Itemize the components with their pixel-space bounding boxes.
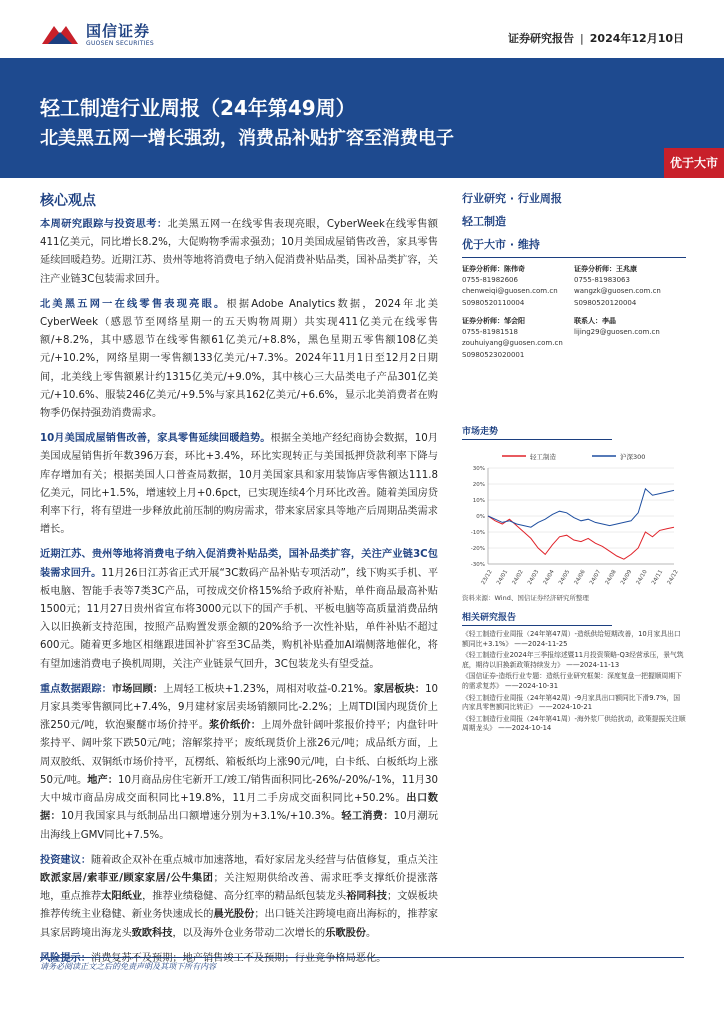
para-head: 北美黑五网一在线零售表现亮眼。 bbox=[40, 298, 227, 310]
para-head: 10月美国成屋销售改善，家具零售延续回暖趋势。 bbox=[40, 433, 271, 445]
analyst-role: 证券分析师： bbox=[574, 265, 616, 273]
sub-head: 浆价纸价： bbox=[209, 720, 262, 732]
y-tick-label: 0% bbox=[476, 514, 485, 520]
related-report-item[interactable]: 《轻工制造行业2024年三季报综述暨11月投资策略-Q3经营承压，景气筑底，期待以旧换新政策持续发力》 ——2024-11-13 bbox=[462, 651, 684, 669]
para-head: 投资建议： bbox=[40, 854, 92, 866]
x-tick-label: 23/12 bbox=[480, 569, 494, 586]
paragraph-blackfriday bbox=[40, 296, 438, 423]
stock-name: 致欧科技 bbox=[131, 927, 173, 939]
stock-name: 太阳纸业 bbox=[101, 891, 143, 903]
y-tick-label: -30% bbox=[470, 562, 485, 568]
paragraph-us-housing bbox=[40, 430, 438, 539]
market-trend-title: 市场走势 bbox=[462, 424, 612, 440]
para-body: 根据全美地产经纪商协会数据，10月美国成屋销售折年数396万套，环比+3.4%，环比实现转正与美国抵押贷款利率下降与库存增加有关；根据美国人口普查局数据，10月美国家具和家用装饰店零售额达111.8亿美元，同比+1.5%，增速较上月+0.6pct，已实现连续4个月环比改善。随着美国房贷利率下行，将有望进一步释放此前压制的购房需求，带来家居家具等地产后周期品类需求增长。 bbox=[40, 433, 438, 536]
para-body: ，以及海外仓业务带动二次增长的 bbox=[172, 927, 326, 939]
logo-chinese-name: 国信证券 bbox=[86, 22, 151, 40]
rating-tag: 优于大市 bbox=[664, 148, 724, 178]
para-body: 10月商品房住宅新开工/竣工/销售面积同比-26%/-20%/-1%，11月30大中城市商品房成交面积同比+19.8%，11月二手房成交面积同比+50.2%。 bbox=[40, 774, 438, 805]
analyst-cert: S0980520120004 bbox=[574, 298, 637, 307]
report-subtitle: 北美黑五网一增长强劲，消费品补贴扩容至消费电子 bbox=[40, 128, 454, 149]
meta-separator: | bbox=[580, 32, 584, 45]
analyst-phone: 0755-81982606 bbox=[462, 276, 518, 285]
stock-name: 裕同科技 bbox=[346, 891, 388, 903]
x-tick-label: 24/07 bbox=[589, 569, 603, 586]
para-body: 消费复苏不及预期；地产销售竣工不及预期；行业竞争格局恶化。 bbox=[90, 952, 387, 964]
analyst-block bbox=[462, 264, 686, 374]
y-tick-label: 10% bbox=[472, 498, 485, 504]
para-body: ，推荐业绩稳健、高分红率的精品纸包装龙头 bbox=[142, 891, 347, 903]
contact-role: 联系人： bbox=[574, 317, 602, 325]
analyst-email[interactable]: chenweiqi@guosen.com.cn bbox=[462, 287, 558, 296]
sub-head: 地产： bbox=[87, 774, 118, 786]
report-date: 2024年12月10日 bbox=[589, 32, 684, 45]
company-logo bbox=[40, 20, 210, 52]
paragraph-data-tracking bbox=[40, 681, 438, 845]
analyst-role: 证券分析师： bbox=[462, 265, 504, 273]
page-header bbox=[0, 0, 724, 58]
para-body: ；出口链关注跨境电商出海标的，推荐家具家居跨境出海龙头 bbox=[40, 909, 439, 939]
y-tick-label: 20% bbox=[472, 482, 485, 488]
para-head: 重点数据跟踪： bbox=[40, 683, 112, 695]
legend-label: 沪深300 bbox=[620, 453, 646, 461]
analyst-name: 陈伟奇 bbox=[504, 265, 525, 273]
para-head: 近期江苏、贵州等地将消费电子纳入促消费补贴品类，国补品类扩容，关注产业链3C包装需求回升。 bbox=[40, 549, 438, 579]
contact-card bbox=[574, 316, 684, 338]
para-body: 10月我国家具与纸制品出口额增速分别为+3.1%/+10.3%。 bbox=[60, 811, 342, 823]
analyst-email[interactable]: wangzk@guosen.com.cn bbox=[574, 287, 661, 296]
report-title: 轻工制造行业周报（24年第49周） bbox=[40, 96, 356, 120]
para-body: 上周轻工板块+1.23%，周相对收益-0.21%。 bbox=[163, 683, 374, 695]
analyst-phone: 0755-81983063 bbox=[574, 276, 630, 285]
logo-english-name: GUOSEN SECURITIES bbox=[86, 40, 155, 47]
para-body: 11月26日江苏省正式开展“3C数码产品补贴专项活动”，线下购买手机、平板电脑、智能手表等7类3C产品，可按成交价格15%给予政府补贴，单件商品最高补贴1500元；11月27日贵州省宣布将3000元以下的国产手机、平板电脑等高质量消费品纳入以旧换新支持范围，按照产品购置发票金额的20%给予一次性补贴，单件补贴不超过600元。随着更多地区相继跟进国补扩容至3C品类，购机补贴叠加AI端侧落地催化，将有望加速消费电子换机周期，关注产业链景气回升，3C包装龙头有望受益。 bbox=[40, 567, 439, 670]
x-tick-label: 24/09 bbox=[620, 569, 634, 586]
para-body: 随着政企双补在重点城市加速落地，看好家居龙头经营与估值修复，重点关注 bbox=[91, 854, 438, 866]
stock-names: 欧派家居/索菲亚/顾家家居/公牛集团 bbox=[40, 872, 214, 884]
related-report-item[interactable]: 《轻工制造行业周报（24年第47周）-造纸供给短期改善，10月家具出口额同比+3.1%》 ——2024-11-25 bbox=[462, 630, 681, 648]
para-body: ；文娱板块推荐传统主业稳健、新业务快速成长的 bbox=[40, 891, 439, 921]
x-tick-label: 24/10 bbox=[635, 569, 649, 586]
related-reports-title: 相关研究报告 bbox=[462, 610, 612, 626]
x-tick-label: 24/06 bbox=[573, 569, 587, 586]
related-report-item[interactable]: 《轻工制造行业周报（24年第41周）-海外浆厂供给扰动，政策提振关注顺周期龙头》 ——2024-10-14 bbox=[462, 714, 686, 733]
paragraph-investment-advice bbox=[40, 852, 438, 943]
x-tick-label: 24/04 bbox=[542, 569, 556, 586]
report-type: 证券研究报告 bbox=[508, 32, 575, 45]
para-body: ；关注短期供给改善、需求旺季支撑纸价提涨落地，重点推荐 bbox=[40, 872, 438, 903]
y-tick-label: -20% bbox=[470, 546, 485, 552]
sub-head: 市场回顾： bbox=[111, 683, 164, 695]
x-tick-label: 24/02 bbox=[511, 569, 525, 586]
x-tick-label: 24/05 bbox=[558, 569, 572, 586]
analyst-cert: S0980523020001 bbox=[462, 350, 525, 359]
rating-status: 优于大市 · 维持 bbox=[462, 238, 540, 251]
para-head: 风险提示： bbox=[40, 952, 91, 964]
para-head: 本周研究跟踪与投资思考： bbox=[40, 219, 168, 230]
report-category: 行业研究 · 行业周报 bbox=[462, 192, 562, 205]
para-body: 北美黑五网一在线零售表现亮眼，CyberWeek在线零售额411亿美元，同比增长8.2%，大促购物季需求强劲；10月美国成屋销售改善，家具零售延续回暖趋势。近期江苏、贵州等地将消费电子纳入促消费补贴品类，国补品类扩容，关注产业链3C包装需求回升。 bbox=[40, 219, 438, 285]
sub-head: 出口数据： bbox=[40, 793, 438, 823]
paragraph-summary bbox=[40, 216, 438, 289]
analyst-email[interactable]: zouhuiyang@guosen.com.cn bbox=[462, 339, 563, 348]
paragraph-subsidy bbox=[40, 546, 438, 673]
divider bbox=[462, 257, 686, 258]
series-line bbox=[488, 516, 674, 559]
x-tick-label: 24/11 bbox=[651, 569, 665, 586]
market-trend-chart bbox=[462, 446, 686, 591]
legend-label: 轻工制造 bbox=[530, 453, 556, 461]
title-banner bbox=[0, 58, 724, 178]
analyst-name: 王兆康 bbox=[616, 265, 637, 273]
trend-chart-svg bbox=[462, 446, 686, 591]
stock-name: 晨光股份 bbox=[213, 909, 255, 921]
para-body: 根据Adobe Analytics数据，2024年北美CyberWeek（感恩节至网络星期一的五天购物周期）共实现411亿美元在线零售额/+8.2%，其中感恩节在线零售额61亿美元/+8.8%，黑色星期五零售额108亿美元/+10.2%，网络星期一零售额133亿美元/+7.3%。2024年11月1日至12月2日期间，北美线上零售额累计约1315亿美元/+9.0%，其中核心三大品类电子产品301亿美元/+10.6%、服装246亿美元/+9.5%与家具162亿美元/+6.6%，显示北美消费者在购物季仍保持强劲消费需求。 bbox=[40, 298, 438, 420]
analyst-card bbox=[462, 316, 572, 361]
x-tick-label: 24/08 bbox=[604, 569, 618, 586]
footer-disclaimer: 请务必阅读正文之后的免责声明及其项下所有内容 bbox=[40, 957, 684, 972]
stock-name: 乐歌股份 bbox=[325, 927, 366, 939]
para-body: 10月家具类零售额同比+7.4%，9月建材家居卖场销额同比-2.2%；上周TDI国内现货价上涨250元/吨，软泡聚醚市场价持平。 bbox=[40, 683, 439, 732]
para-body: 。 bbox=[366, 927, 377, 939]
related-reports-list bbox=[462, 630, 686, 734]
report-meta bbox=[508, 30, 684, 46]
industry-name: 轻工制造 bbox=[462, 215, 506, 228]
analyst-name: 邹会阳 bbox=[504, 317, 525, 325]
contact-name: 李晶 bbox=[602, 317, 616, 325]
para-body: 10月潮玩出海线上GMV同比+7.5%。 bbox=[40, 811, 439, 841]
guosen-logo-icon bbox=[40, 22, 80, 48]
chart-source: 资料来源：Wind、国信证券经济研究所整理 bbox=[462, 594, 589, 602]
x-tick-label: 24/12 bbox=[666, 569, 680, 586]
sidebar bbox=[462, 190, 686, 736]
para-body: 上周外盘针阔叶浆报价持平；内盘针叶浆持平、阔叶浆下跌50元/吨；溶解浆持平；废纸现货价上涨26元/吨；成品纸方面，上周双胶纸、双铜纸市场价持平，瓦楞纸、箱板纸均上涨90元/吨，白卡纸、白板纸均上涨50元/吨。 bbox=[40, 720, 439, 786]
series-line bbox=[488, 489, 674, 527]
related-report-item[interactable]: 《轻工制造行业周报（24年第42周）-9月家具出口额同比下滑9.7%，国内家具零售额同比转正》 ——2024-10-21 bbox=[462, 693, 681, 712]
sub-head: 家居板块： bbox=[373, 683, 426, 695]
sub-head: 轻工消费： bbox=[341, 811, 394, 823]
core-views-section bbox=[40, 190, 438, 975]
related-report-item[interactable]: 《国信证券-造纸行业专题：造纸行业研究框架：深度复盘一把握顺周期下的需求复苏》 ——2024-10-31 bbox=[462, 672, 682, 690]
y-tick-label: -10% bbox=[470, 530, 485, 536]
analyst-card bbox=[574, 264, 684, 309]
section-title: 核心观点 bbox=[40, 193, 96, 209]
contact-email[interactable]: lijing29@guosen.com.cn bbox=[574, 328, 660, 337]
analyst-cert: S0980520110004 bbox=[462, 298, 525, 307]
y-tick-label: 30% bbox=[472, 466, 485, 472]
analyst-phone: 0755-81981518 bbox=[462, 328, 518, 337]
analyst-role: 证券分析师： bbox=[462, 317, 504, 325]
analyst-card bbox=[462, 264, 572, 309]
x-tick-label: 24/01 bbox=[496, 569, 510, 586]
x-tick-label: 24/03 bbox=[527, 569, 541, 586]
